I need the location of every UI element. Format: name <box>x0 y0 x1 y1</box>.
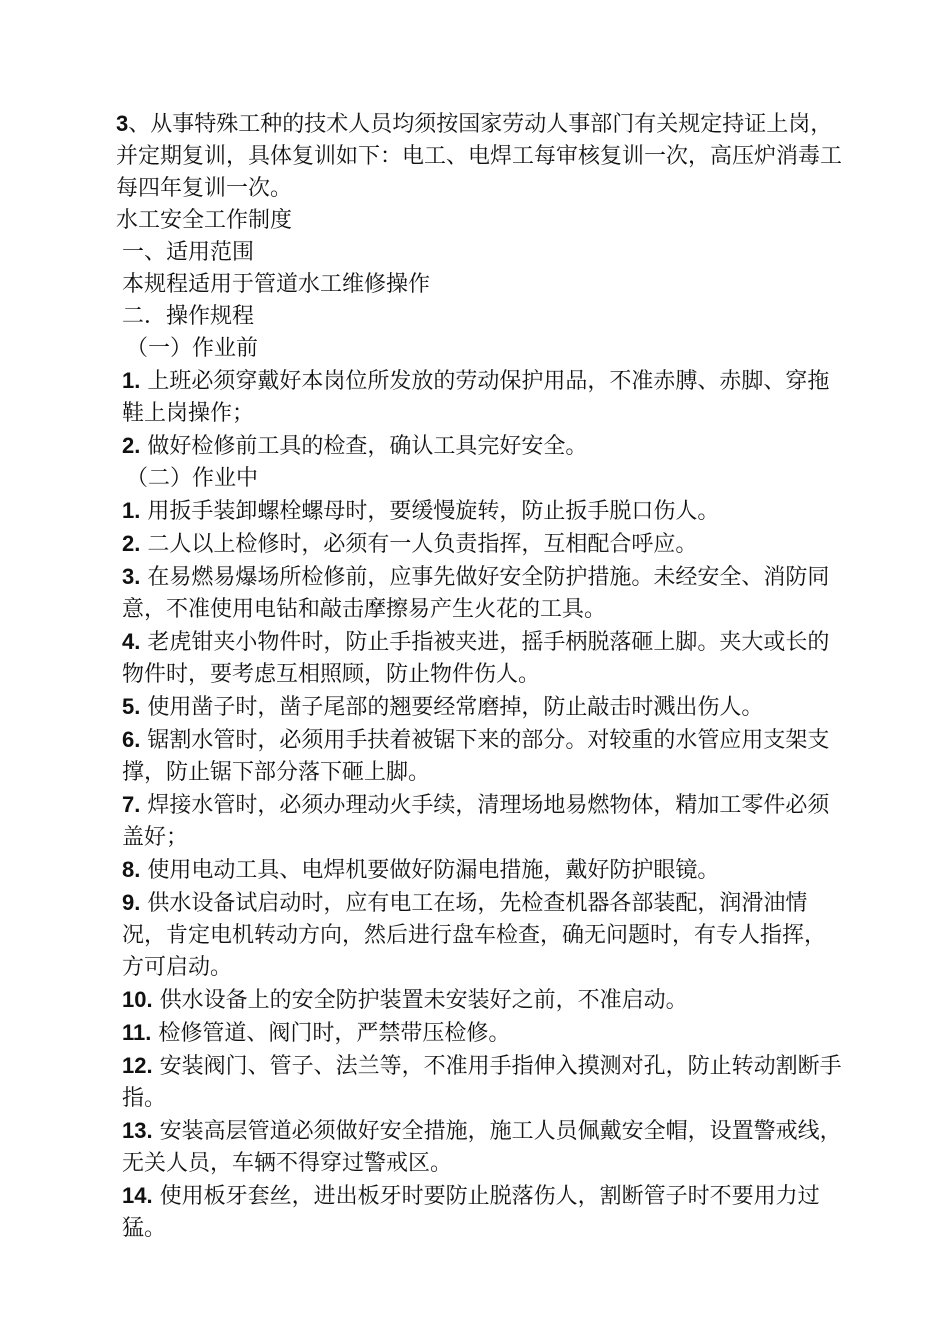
section-title: 水工安全工作制度 <box>116 208 293 233</box>
paragraph-3: 3、从事特殊工种的技术人员均须按国家劳动人事部门有关规定持证上岗，并定期复训，具体复训如下：电工、电焊工每审核复训一次，高压炉消毒工每四年复训一次。 <box>116 111 843 201</box>
list-item: 7. 焊接水管时，必须办理动火手续，清理场地易燃物体，精加工零件必须盖好； <box>122 792 830 850</box>
list-item: 10. 供水设备上的安全防护装置未安装好之前，不准启动。 <box>122 987 688 1013</box>
list-item: 14. 使用板牙套丝，进出板牙时要防止脱落伤人，割断管子时不要用力过猛。 <box>122 1183 820 1241</box>
subheading-before-work: （一）作业前 <box>126 336 259 361</box>
document-body <box>116 108 846 1245</box>
list-item: 8. 使用电动工具、电焊机要做好防漏电措施，戴好防护眼镜。 <box>122 857 720 883</box>
list-item: 5. 使用凿子时，凿子尾部的翘要经常磨掉，防止敲击时溅出伤人。 <box>122 694 764 720</box>
list-item: 13. 安装高层管道必须做好安全措施，施工人员佩戴安全帽，设置警戒线，无关人员，车辆不得穿过警戒区。 <box>122 1118 842 1176</box>
list-item: 2. 二人以上检修时，必须有一人负责指挥，互相配合呼应。 <box>122 531 698 557</box>
list-item: 3. 在易燃易爆场所检修前，应事先做好安全防护措施。未经安全、消防同意，不准使用电钻和敲击摩擦易产生火花的工具。 <box>122 564 830 622</box>
list-item: 1. 上班必须穿戴好本岗位所发放的劳动保护用品，不准赤膊、赤脚、穿拖鞋上岗操作； <box>122 368 830 426</box>
list-item: 4. 老虎钳夹小物件时，防止手指被夹进，摇手柄脱落砸上脚。夹大或长的物件时，要考虑互相照顾，防止物件伤人。 <box>122 629 830 687</box>
subheading-during-work: （二）作业中 <box>126 466 259 491</box>
list-item: 6. 锯割水管时，必须用手扶着被锯下来的部分。对较重的水管应用支架支撑，防止锯下部分落下砸上脚。 <box>122 727 830 785</box>
list-item: 9. 供水设备试启动时，应有电工在场，先检查机器各部装配，润滑油情况，肯定电机转动方向，然后进行盘车检查，确无问题时，有专人指挥，方可启动。 <box>122 890 827 980</box>
heading-procedure: 二．操作规程 <box>122 304 255 329</box>
list-item: 1. 用扳手装卸螺栓螺母时，要缓慢旋转，防止扳手脱口伤人。 <box>122 498 720 524</box>
list-item: 2. 做好检修前工具的检查，确认工具完好安全。 <box>122 433 588 459</box>
scope-text: 本规程适用于管道水工维修操作 <box>122 272 431 297</box>
heading-scope: 一、适用范围 <box>122 240 255 265</box>
list-item: 12. 安装阀门、管子、法兰等，不准用手指伸入摸测对孔，防止转动割断手指。 <box>122 1053 842 1111</box>
list-item: 11. 检修管道、阀门时，严禁带压检修。 <box>122 1020 511 1046</box>
